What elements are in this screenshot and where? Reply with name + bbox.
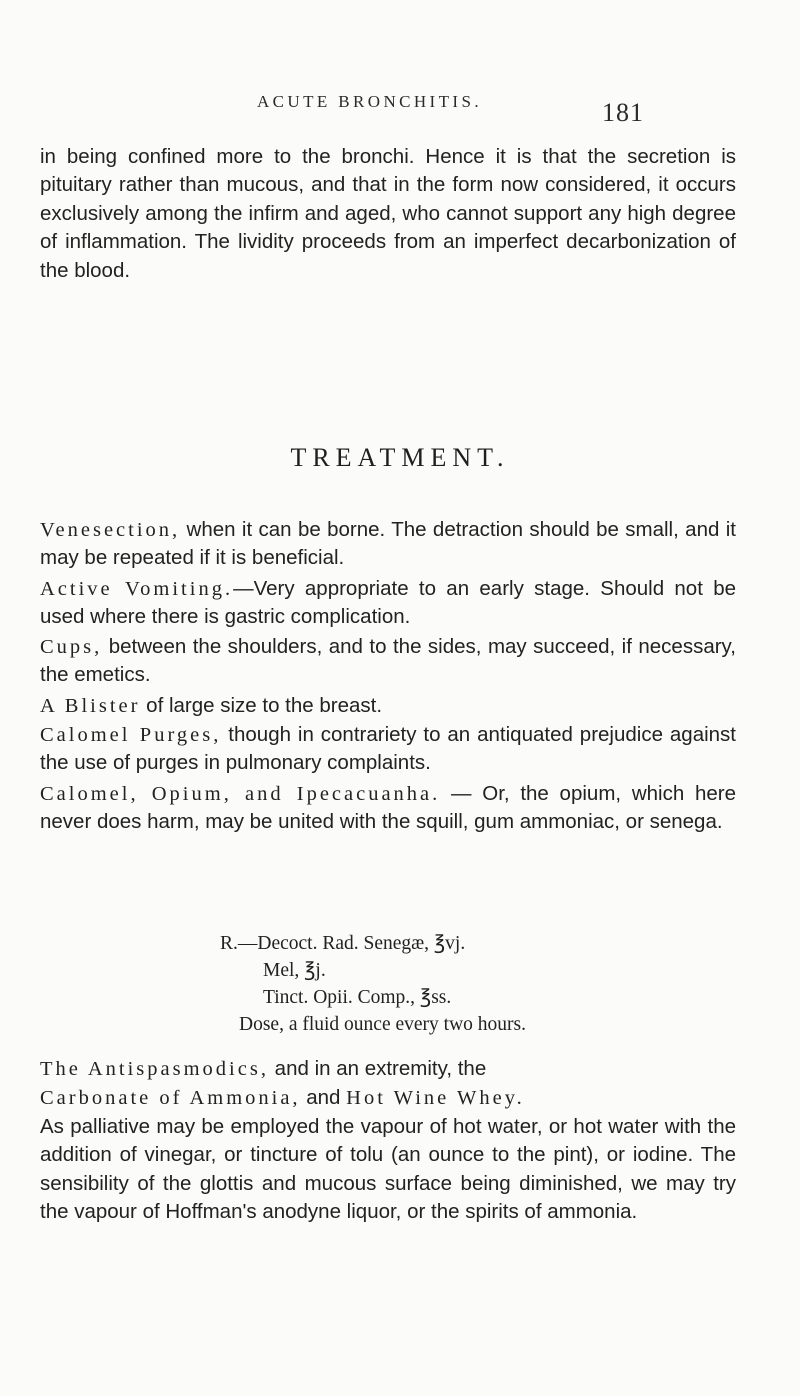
treatment-text: between the shoulders, and to the sides, may succeed, if necessary, the emetics. bbox=[40, 635, 736, 687]
treatment-item bbox=[40, 575, 736, 632]
treatment-term: Carbonate of Ammonia, bbox=[40, 1087, 301, 1109]
treatment-term: Calomel, Opium, and Ipecacuanha. bbox=[40, 783, 441, 805]
treatment-text: — Or, the opium, which here never does harm, may be united with the squill, gum ammoniac, or senega. bbox=[40, 782, 736, 834]
treatment-text: of large size to the breast. bbox=[140, 694, 383, 717]
treatment-term: Active Vomiting. bbox=[40, 578, 234, 600]
treatment-term: Hot Wine Whey. bbox=[346, 1087, 525, 1109]
treatment-text: though in contrariety to an antiquated prejudice against the use of purges in pulmonary complaints. bbox=[40, 723, 736, 775]
treatment-term: Calomel Purges, bbox=[40, 724, 222, 746]
prescription-block bbox=[220, 930, 640, 1038]
closing-item bbox=[40, 1055, 736, 1083]
running-head bbox=[0, 92, 800, 126]
treatment-item bbox=[40, 721, 736, 778]
treatment-term: Venesection, bbox=[40, 519, 181, 541]
treatment-text: and in an extremity, the bbox=[268, 1057, 487, 1080]
page-number: 181 bbox=[602, 98, 644, 127]
treatment-text: —Very appropriate to an early stage. Should not be used where there is gastric complication. bbox=[40, 577, 737, 629]
treatment-text: and bbox=[300, 1086, 347, 1109]
closing-paragraph: As palliative may be employed the vapour of hot water, or hot water with the addition of vinegar, or tincture of tolu (an ounce to the pint), or iodine. The sensibility of the glottis and mucous surface being diminished, we may try the vapour of Hoffman's anodyne liquor, or the spirits of ammonia. bbox=[40, 1115, 736, 1224]
treatment-item bbox=[40, 633, 736, 690]
prescription-line: R.—Decoct. Rad. Senegæ, ℥vj. bbox=[220, 933, 466, 954]
prescription-line: Tinct. Opii. Comp., ℥ss. bbox=[263, 987, 452, 1008]
intro-paragraph: in being confined more to the bronchi. Hence it is that the secretion is pituitary rather than mucous, and that in the form now considered, it occurs exclusively among the infirm and aged, who cannot support any high degree of inflammation. The lividity proceeds from an imperfect decarbonization of the blood. bbox=[40, 145, 736, 282]
prescription-dose: Dose, a fluid ounce every two hours. bbox=[239, 1014, 527, 1035]
treatment-item bbox=[40, 780, 736, 837]
treatment-term: A Blister bbox=[40, 695, 141, 717]
closing-item bbox=[40, 1084, 736, 1112]
section-heading: TREATMENT. bbox=[290, 443, 510, 472]
treatment-term: The Antispasmodics, bbox=[40, 1058, 269, 1080]
treatment-term: Cups, bbox=[40, 636, 103, 658]
treatment-item bbox=[40, 692, 736, 720]
running-title: ACUTE BRONCHITIS. bbox=[257, 92, 482, 111]
treatment-item bbox=[40, 516, 736, 573]
prescription-line: Mel, ℥j. bbox=[263, 960, 326, 981]
treatment-text: when it can be borne. The detraction should be small, and it may be repeated if it is beneficial. bbox=[40, 518, 736, 570]
